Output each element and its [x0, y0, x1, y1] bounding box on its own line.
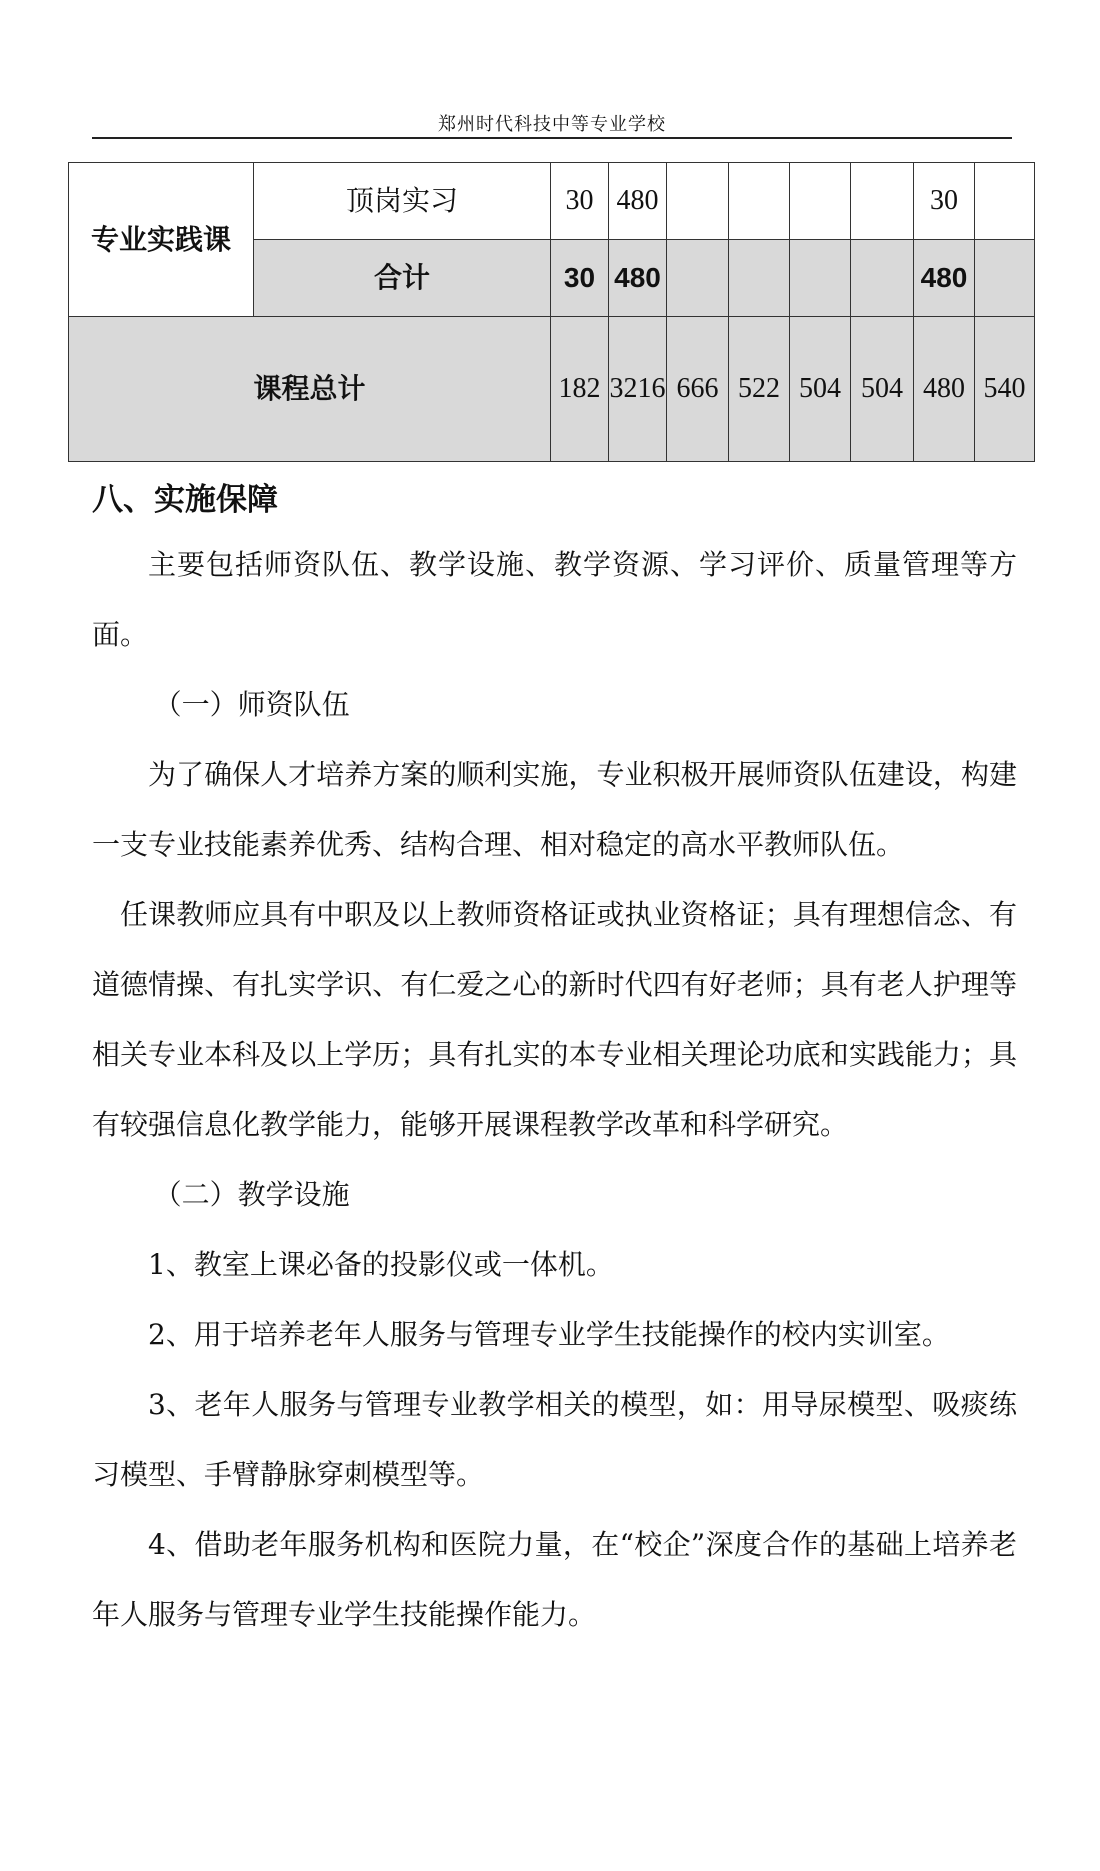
facility-item: 2、用于培养老年人服务与管理专业学生技能操作的校内实训室。 [148, 1318, 950, 1351]
value-cell: 666 [667, 317, 729, 462]
subsection-title-faculty: （一）师资队伍 [153, 688, 350, 721]
value-cell [851, 163, 914, 240]
facility-item: 1、教室上课必备的投影仪或一体机。 [148, 1248, 614, 1281]
value-cell [667, 240, 729, 317]
value-cell [729, 240, 790, 317]
value-cell: 30 [914, 163, 975, 240]
value-cell: 504 [790, 317, 851, 462]
facility-item: 3、老年人服务与管理专业教学相关的模型，如：用导尿模型、吸痰练习模型、手臂静脉穿刺模型等。 [92, 1388, 1017, 1491]
value-cell [667, 163, 729, 240]
faculty-paragraph-2: 任课教师应具有中职及以上教师资格证或执业资格证；具有理想信念、有道德情操、有扎实学识、有仁爱之心的新时代四有好老师；具有老人护理等相关专业本科及以上学历；具有扎实的本专业相关理论功底和实践能力；具有较强信息化教学能力，能够开展课程教学改革和科学研究。 [92, 898, 1017, 1141]
value-cell: 522 [729, 317, 790, 462]
value-cell: 3216 [609, 317, 667, 462]
value-cell [851, 240, 914, 317]
value-cell: 182 [551, 317, 609, 462]
page-header-school: 郑州时代科技中等专业学校 [438, 114, 666, 135]
value-cell: 480 [914, 240, 975, 317]
value-cell: 540 [975, 317, 1035, 462]
value-cell: 480 [609, 163, 667, 240]
course-hours-table [68, 162, 1035, 462]
grand-total-label-cell: 课程总计 [69, 317, 551, 462]
course-name-cell: 顶岗实习 [254, 163, 551, 240]
table-row-grand-total [69, 317, 1035, 462]
value-cell: 480 [914, 317, 975, 462]
subtotal-label-cell: 合计 [254, 240, 551, 317]
value-cell: 480 [609, 240, 667, 317]
implementation-section [92, 470, 1017, 1650]
section-intro: 主要包括师资队伍、教学设施、教学资源、学习评价、质量管理等方面。 [92, 548, 1017, 651]
table-row-internship [69, 163, 1035, 240]
subsection-title-facilities: （二）教学设施 [153, 1178, 350, 1211]
header-divider [92, 137, 1012, 139]
category-cell: 专业实践课 [69, 163, 254, 317]
value-cell [790, 240, 851, 317]
value-cell: 30 [551, 240, 609, 317]
value-cell: 30 [551, 163, 609, 240]
faculty-paragraph-1: 为了确保人才培养方案的顺利实施，专业积极开展师资队伍建设，构建一支专业技能素养优秀、结构合理、相对稳定的高水平教师队伍。 [92, 758, 1017, 861]
value-cell [729, 163, 790, 240]
value-cell [975, 240, 1035, 317]
value-cell: 504 [851, 317, 914, 462]
value-cell [975, 163, 1035, 240]
section-heading: 八、实施保障 [92, 482, 278, 518]
facility-item: 4、借助老年服务机构和医院力量，在“校企”深度合作的基础上培养老年人服务与管理专业学生技能操作能力。 [92, 1528, 1017, 1631]
value-cell [790, 163, 851, 240]
